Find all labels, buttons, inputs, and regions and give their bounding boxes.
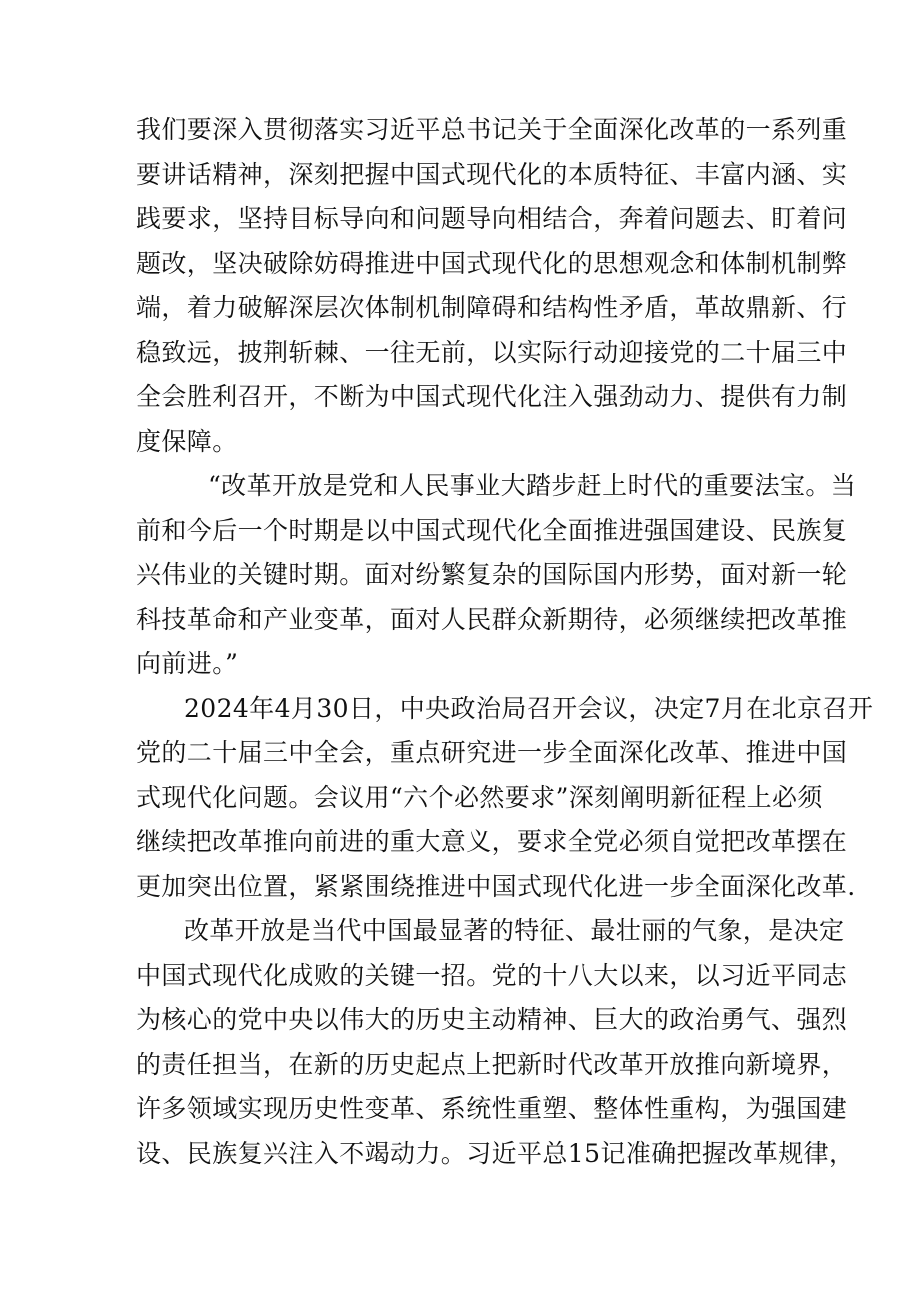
text-line: 稳致远，披荆斩棘、一往无前，以实际行动迎接党的二十届三中 (136, 338, 848, 367)
text-line: 题改，坚决破除妨碍推进中国式现代化的思想观念和体制机制弊 (136, 249, 848, 278)
text-line: 度保障。 (136, 427, 238, 456)
text-line: 我们要深入贯彻落实习近平总书记关于全面深化改革的一系列重 (136, 115, 848, 144)
text-line: “改革开放是党和人民事业大踏步赶上时代的重要法宝。当 (208, 471, 857, 500)
text-line: 践要求，坚持目标导向和问题导向相结合，奔着问题去、盯着问 (136, 204, 848, 233)
text-line: 更加突出位置，紧紧围绕推进中国式现代化进一步全面深化改革. (136, 872, 856, 901)
text-line: 继续把改革推向前进的重大意义，要求全党必须自觉把改革摆在 (136, 827, 848, 856)
text-line: 改革开放是当代中国最显著的特征、最壮丽的气象，是决定 (184, 916, 845, 945)
text-line: 前和今后一个时期是以中国式现代化全面推进强国建设、民族复 (136, 516, 848, 545)
text-line: 端，着力破解深层次体制机制障碍和结构性矛盾，革故鼎新、行 (136, 293, 848, 322)
text-line: 式现代化问题。会议用“六个必然要求”深刻阐明新征程上必须 (136, 783, 823, 812)
text-line: 为核心的党中央以伟大的历史主动精神、巨大的政治勇气、强烈 (136, 1005, 848, 1034)
text-line: 科技革命和产业变革，面对人民群众新期待，必须继续把改革推 (136, 605, 848, 634)
text-line: 许多领域实现历史性变革、系统性重塑、整体性重构，为强国建 (136, 1094, 848, 1123)
text-line: 党的二十届三中全会，重点研究进一步全面深化改革、推进中国 (136, 738, 848, 767)
text-line: 中国式现代化成败的关键一招。党的十八大以来，以习近平同志 (136, 961, 848, 990)
text-line: 全会胜利召开，不断为中国式现代化注入强劲动力、提供有力制 (136, 382, 848, 411)
text-line: 向前进。” (136, 649, 239, 678)
text-line: 兴伟业的关键时期。面对纷繁复杂的国际国内形势，面对新一轮 (136, 560, 848, 589)
text-line: 要讲话精神，深刻把握中国式现代化的本质特征、丰富内涵、实 (136, 160, 848, 189)
text-line: 的责任担当，在新的历史起点上把新时代改革开放推向新境界， (136, 1050, 848, 1079)
text-line: 2024年4月30日，中央政治局召开会议，决定7月在北京召开 (184, 694, 874, 723)
text-line: 设、民族复兴注入不竭动力。习近平总15记准确把握改革规律， (136, 1139, 855, 1168)
